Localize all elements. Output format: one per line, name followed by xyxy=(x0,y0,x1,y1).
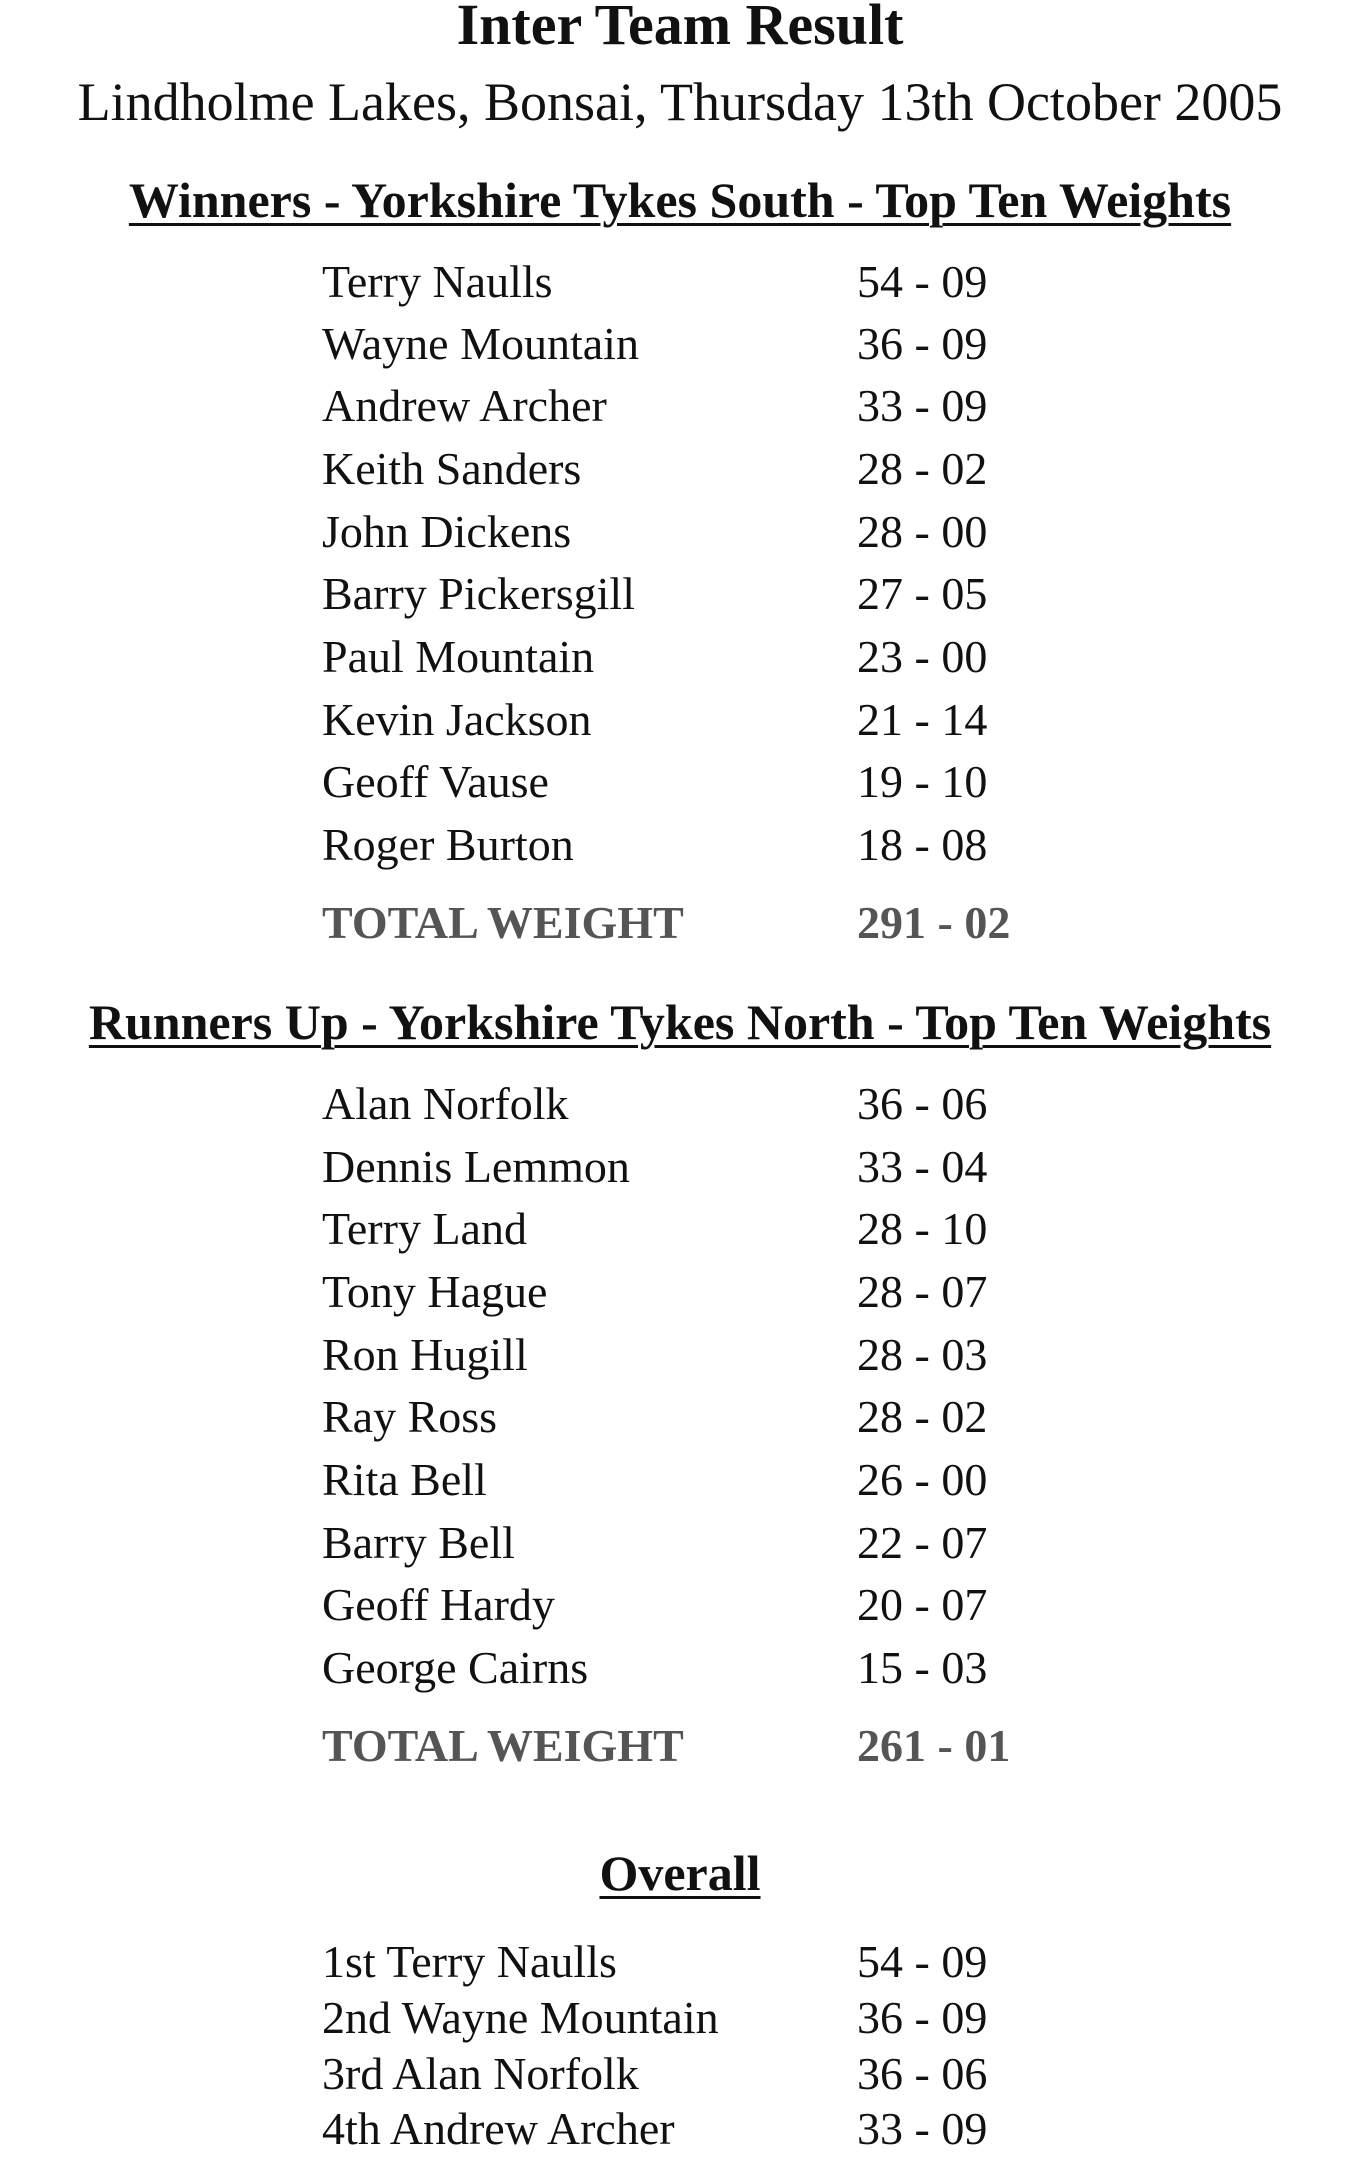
winners-row xyxy=(322,251,1122,313)
angler-name: Paul Mountain xyxy=(322,631,595,682)
overall-position-name: 2nd Wayne Mountain xyxy=(322,1992,719,2043)
angler-name: Terry Naulls xyxy=(322,256,553,307)
angler-weight: 28 - 10 xyxy=(857,1203,988,1254)
winners-heading xyxy=(0,170,1360,230)
runners-up-row xyxy=(322,1449,1122,1511)
angler-name: Roger Burton xyxy=(322,819,574,870)
angler-name: Ron Hugill xyxy=(322,1329,528,1380)
angler-name: Geoff Vause xyxy=(322,756,549,807)
angler-weight: 20 - 07 xyxy=(857,1579,988,1630)
overall-row xyxy=(322,1990,1122,2046)
angler-weight: 28 - 00 xyxy=(857,506,988,557)
winners-row xyxy=(322,751,1122,813)
angler-name: Dennis Lemmon xyxy=(322,1141,630,1192)
angler-name: Terry Land xyxy=(322,1203,527,1254)
runners-up-row xyxy=(322,1386,1122,1448)
runners-up-row xyxy=(322,1136,1122,1198)
angler-name: Geoff Hardy xyxy=(322,1579,555,1630)
angler-weight: 18 - 08 xyxy=(857,819,988,870)
runners-up-row xyxy=(322,1073,1122,1135)
angler-weight: 19 - 10 xyxy=(857,756,988,807)
angler-weight: 33 - 09 xyxy=(857,380,988,431)
angler-weight: 54 - 09 xyxy=(857,256,988,307)
angler-weight: 26 - 00 xyxy=(857,1454,988,1505)
overall-weight: 36 - 06 xyxy=(857,2048,988,2099)
runners-up-row xyxy=(322,1324,1122,1386)
angler-weight: 23 - 00 xyxy=(857,631,988,682)
runners-up-row xyxy=(322,1637,1122,1699)
document-subtitle: Lindholme Lakes, Bonsai, Thursday 13th October 2005 xyxy=(77,72,1283,132)
angler-name: Andrew Archer xyxy=(322,380,607,431)
winners-heading-text: Winners - Yorkshire Tykes South - Top Ten Weights xyxy=(128,172,1232,228)
total-weight-value: 291 - 02 xyxy=(857,897,1011,948)
runners-up-row xyxy=(322,1198,1122,1260)
overall-position-name: 4th Andrew Archer xyxy=(322,2103,675,2154)
winners-row xyxy=(322,689,1122,751)
angler-weight: 15 - 03 xyxy=(857,1642,988,1693)
runners-up-total-row xyxy=(322,1715,1122,1777)
runners-up-heading xyxy=(0,992,1360,1052)
winners-row xyxy=(322,626,1122,688)
total-weight-value: 261 - 01 xyxy=(857,1720,1011,1771)
overall-row xyxy=(322,1934,1122,1990)
overall-row xyxy=(322,2046,1122,2102)
winners-row xyxy=(322,814,1122,876)
angler-weight: 28 - 02 xyxy=(857,1391,988,1442)
angler-name: Ray Ross xyxy=(322,1391,498,1442)
total-weight-label: TOTAL WEIGHT xyxy=(322,1720,684,1771)
angler-name: Barry Bell xyxy=(322,1517,515,1568)
angler-weight: 21 - 14 xyxy=(857,694,988,745)
winners-row xyxy=(322,313,1122,375)
overall-position-name: 1st Terry Naulls xyxy=(322,1936,617,1987)
winners-total-row xyxy=(322,892,1122,954)
angler-name: Rita Bell xyxy=(322,1454,487,1505)
angler-name: Barry Pickersgill xyxy=(322,568,635,619)
overall-heading xyxy=(0,1843,1360,1903)
document-title: Inter Team Result xyxy=(456,0,904,57)
angler-name: Alan Norfolk xyxy=(322,1078,569,1129)
overall-weight: 33 - 09 xyxy=(857,2103,988,2154)
angler-weight: 33 - 04 xyxy=(857,1141,988,1192)
angler-weight: 28 - 07 xyxy=(857,1266,988,1317)
angler-name: Kevin Jackson xyxy=(322,694,592,745)
winners-row xyxy=(322,375,1122,437)
overall-weight: 54 - 09 xyxy=(857,1936,988,1987)
runners-up-row xyxy=(322,1574,1122,1636)
angler-name: Keith Sanders xyxy=(322,443,582,494)
overall-position-name: 3rd Alan Norfolk xyxy=(322,2048,639,2099)
angler-weight: 28 - 02 xyxy=(857,443,988,494)
angler-weight: 28 - 03 xyxy=(857,1329,988,1380)
runners-up-row xyxy=(322,1261,1122,1323)
angler-weight: 22 - 07 xyxy=(857,1517,988,1568)
winners-row xyxy=(322,563,1122,625)
winners-row xyxy=(322,501,1122,563)
total-weight-label: TOTAL WEIGHT xyxy=(322,897,684,948)
winners-row xyxy=(322,438,1122,500)
angler-name: John Dickens xyxy=(322,506,572,557)
runners-up-heading-text: Runners Up - Yorkshire Tykes North - Top Ten Weights xyxy=(88,994,1272,1050)
angler-name: Tony Hague xyxy=(322,1266,548,1317)
overall-heading-text: Overall xyxy=(599,1845,761,1901)
runners-up-row xyxy=(322,1512,1122,1574)
angler-name: Wayne Mountain xyxy=(322,318,639,369)
overall-row xyxy=(322,2101,1122,2157)
angler-weight: 27 - 05 xyxy=(857,568,988,619)
angler-weight: 36 - 06 xyxy=(857,1078,988,1129)
overall-weight: 36 - 09 xyxy=(857,1992,988,2043)
angler-weight: 36 - 09 xyxy=(857,318,988,369)
angler-name: George Cairns xyxy=(322,1642,589,1693)
